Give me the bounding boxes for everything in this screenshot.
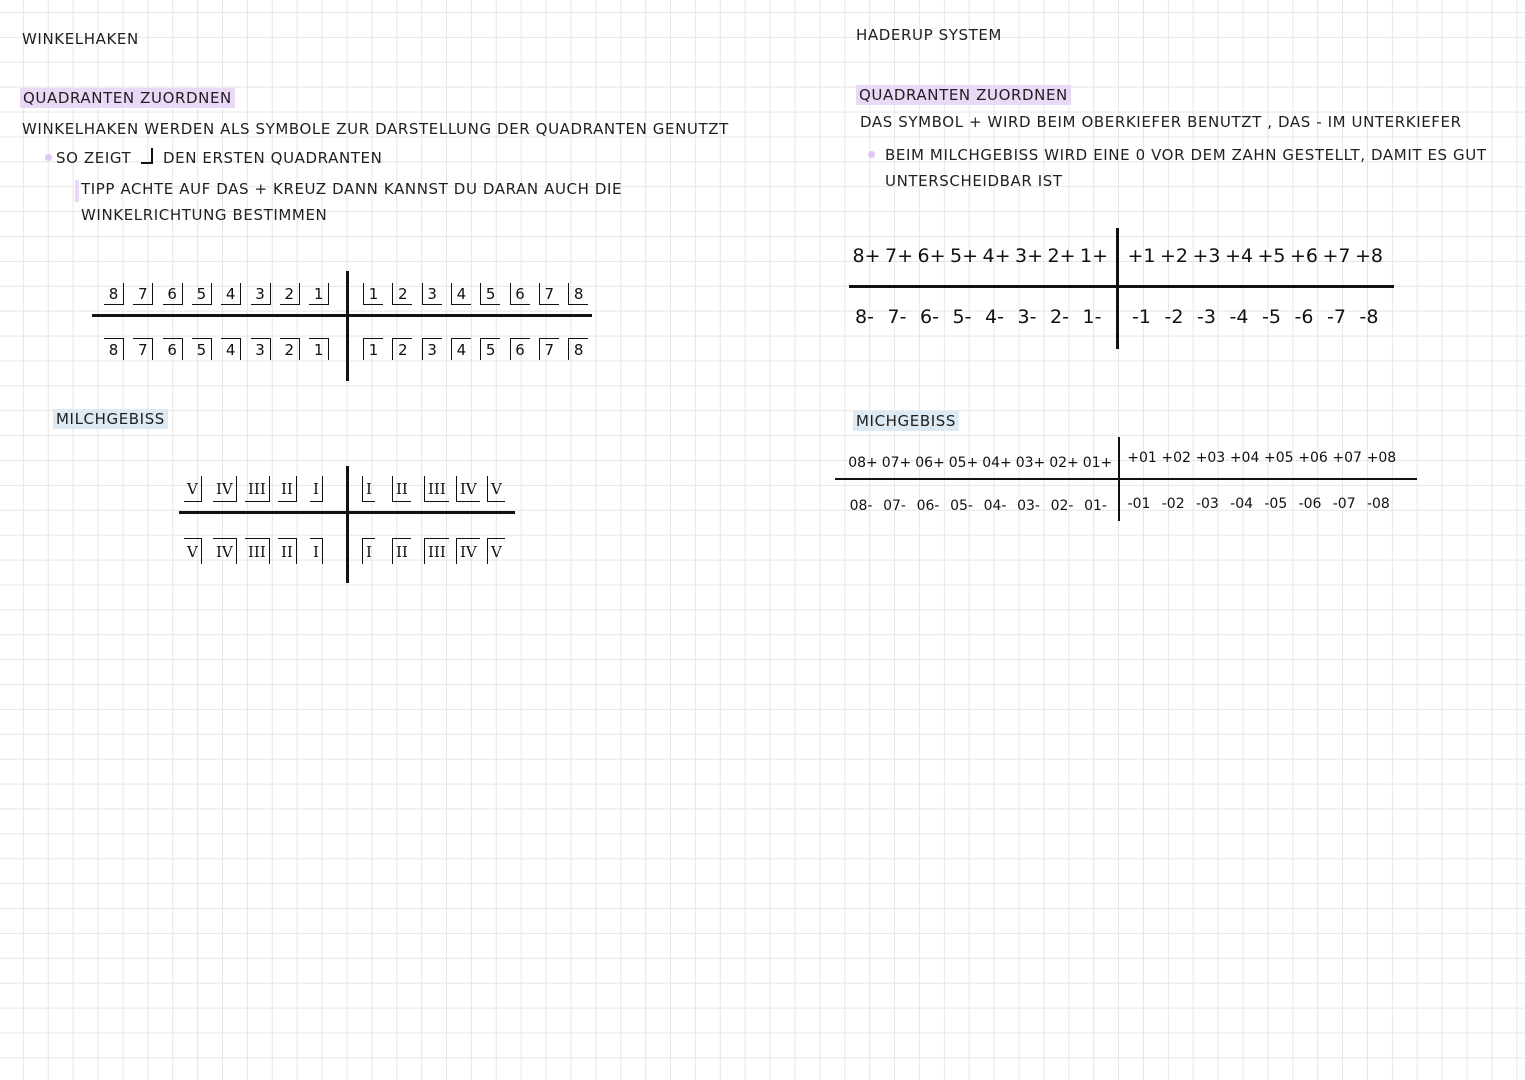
haderup-ll-3: -4 <box>1229 306 1249 328</box>
milk-tooth-q7-III: III <box>424 538 449 564</box>
tooth-q3-6: 6 <box>510 338 530 360</box>
milk-tooth-q7-IV: IV <box>456 538 480 564</box>
tooth-q3-3: 3 <box>422 338 442 360</box>
haderup-ul-6: +7 <box>1322 245 1351 267</box>
haderup-ur-4: 4+ <box>982 245 1011 267</box>
tip-marker <box>75 180 79 202</box>
haderup-milk-ur-1: 07+ <box>881 455 912 471</box>
bullet-prefix: SO ZEIGT <box>56 149 132 167</box>
cross-vertical-line <box>346 271 349 381</box>
haderup-milk-ll-6: -07 <box>1332 496 1356 512</box>
haderup-milk-ul-1: +02 <box>1161 450 1191 466</box>
tooth-q1-8: 8 <box>104 283 124 305</box>
haderup-vertical-line <box>1116 228 1119 349</box>
milk-tooth-q7-II: II <box>392 538 411 564</box>
tooth-q2-5: 5 <box>480 283 500 305</box>
haderup-horizontal-line <box>849 285 1394 288</box>
tooth-q1-1: 1 <box>309 283 329 305</box>
section-heading-haderup <box>856 88 1071 103</box>
haderup-milk-ul-2: +03 <box>1195 450 1226 466</box>
haderup-ur-1: 7+ <box>884 245 913 267</box>
haderup-milk-horizontal-line <box>835 478 1417 480</box>
milk-tooth-q7-I: I <box>362 538 375 564</box>
haderup-ul-3: +4 <box>1224 245 1253 267</box>
haderup-milk-ur-7: 01+ <box>1082 455 1113 471</box>
haderup-milk-lr-5: 03- <box>1017 498 1040 514</box>
haderup-ll-4: -5 <box>1262 306 1281 328</box>
milk-tooth-q6-III: III <box>424 476 449 502</box>
tooth-q2-1: 1 <box>363 283 383 305</box>
haderup-ul-7: +8 <box>1354 245 1383 267</box>
haderup-milk-ll-4: -05 <box>1264 496 1288 512</box>
haderup-milk-ll-5: -06 <box>1298 496 1322 512</box>
haderup-lr-6: 2- <box>1050 306 1069 328</box>
tooth-q3-4: 4 <box>451 338 471 360</box>
haderup-milk-lr-4: 04- <box>983 498 1007 514</box>
haderup-ll-5: -6 <box>1294 306 1314 328</box>
haderup-lr-2: 6- <box>920 306 939 328</box>
tooth-q1-7: 7 <box>133 283 153 305</box>
haderup-milk-ur-3: 05+ <box>948 455 979 471</box>
haderup-ul-5: +6 <box>1289 245 1318 267</box>
haderup-lr-7: 1- <box>1082 306 1102 328</box>
milk-tooth-q5-V: V <box>184 476 202 502</box>
haderup-milk-ll-2: -03 <box>1195 496 1219 512</box>
haderup-milk-ur-4: 04+ <box>982 455 1012 471</box>
bullet-suffix: DEN ERSTEN QUADRANTEN <box>163 149 383 167</box>
tooth-q4-7: 7 <box>133 338 153 360</box>
milk-tooth-q7-V: V <box>487 538 505 564</box>
haderup-ll-0: -1 <box>1132 306 1151 328</box>
angle-symbol-icon <box>141 148 153 164</box>
tooth-q1-6: 6 <box>163 283 183 305</box>
milk-heading-left-text: MILCHGEBISS <box>53 409 168 429</box>
bullet-right-line-2: UNTERSCHEIDBAR IST <box>885 172 1063 190</box>
haderup-milk-ul-6: +07 <box>1332 450 1362 466</box>
tooth-q3-5: 5 <box>480 338 500 360</box>
haderup-milk-ul-5: +06 <box>1298 450 1328 466</box>
symbol-explanation: DAS SYMBOL + WIRD BEIM OBERKIEFER BENUTZT , DAS - IM UNTERKIEFER <box>860 113 1462 131</box>
haderup-ur-3: 5+ <box>949 245 978 267</box>
haderup-ll-6: -7 <box>1327 306 1346 328</box>
haderup-milk-vertical-line <box>1118 437 1120 521</box>
tooth-q4-8: 8 <box>104 338 124 360</box>
tooth-q4-5: 5 <box>192 338 212 360</box>
haderup-milk-lr-1: 07- <box>883 498 906 514</box>
tooth-q2-4: 4 <box>451 283 471 305</box>
tooth-q4-2: 2 <box>280 338 300 360</box>
haderup-ul-2: +3 <box>1192 245 1221 267</box>
tooth-q2-8: 8 <box>568 283 588 305</box>
section-heading-text: QUADRANTEN ZUORDNEN <box>20 88 235 108</box>
tooth-q4-3: 3 <box>251 338 271 360</box>
tooth-q3-7: 7 <box>539 338 559 360</box>
tooth-q2-2: 2 <box>392 283 412 305</box>
haderup-milk-ul-3: +04 <box>1229 450 1260 466</box>
haderup-lr-0: 8- <box>855 306 874 328</box>
haderup-milk-ul-4: +05 <box>1264 450 1294 466</box>
bullet-right-line-1: BEIM MILCHGEBISS WIRD EINE 0 VOR DEM ZAHN GESTELLT, DAMIT ES GUT <box>885 146 1487 164</box>
haderup-milk-ul-7: +08 <box>1366 450 1397 466</box>
milk-heading-right-text: MICHGEBISS <box>853 411 959 431</box>
haderup-milk-ur-0: 08+ <box>848 455 878 471</box>
tooth-q4-6: 6 <box>163 338 183 360</box>
haderup-milk-ll-3: -04 <box>1230 496 1254 512</box>
haderup-milk-ur-5: 03+ <box>1015 455 1046 471</box>
tip-line-1: TIPP ACHTE AUF DAS + KREUZ DANN KANNST DU DARAN AUCH DIE <box>81 180 623 198</box>
section-heading-haderup-text: QUADRANTEN ZUORDNEN <box>856 85 1071 105</box>
haderup-ur-7: 1+ <box>1079 245 1108 267</box>
milk-heading-right <box>853 414 959 429</box>
page-title-winkelhaken: WINKELHAKEN <box>22 30 139 48</box>
haderup-milk-lr-6: 02- <box>1050 498 1074 514</box>
haderup-milk-ur-2: 06+ <box>915 455 945 471</box>
milk-tooth-q8-II: II <box>278 538 297 564</box>
tooth-q2-7: 7 <box>539 283 559 305</box>
milk-tooth-q6-IV: IV <box>456 476 480 502</box>
haderup-ur-0: 8+ <box>852 245 881 267</box>
milk-tooth-q6-V: V <box>487 476 505 502</box>
milk-tooth-q8-I: I <box>310 538 323 564</box>
haderup-milk-ur-6: 02+ <box>1049 455 1079 471</box>
haderup-milk-ll-1: -02 <box>1161 496 1185 512</box>
haderup-milk-ll-7: -08 <box>1366 496 1390 512</box>
haderup-ur-6: 2+ <box>1047 245 1076 267</box>
milk-tooth-q8-IV: IV <box>213 538 237 564</box>
haderup-milk-ul-0: +01 <box>1127 450 1157 466</box>
haderup-ll-7: -8 <box>1359 306 1379 328</box>
bullet-dot-right <box>868 151 875 158</box>
haderup-ul-0: +1 <box>1127 245 1156 267</box>
milk-tooth-q6-I: I <box>362 476 375 502</box>
haderup-lr-4: 4- <box>985 306 1004 328</box>
haderup-ll-2: -3 <box>1197 306 1216 328</box>
haderup-ul-1: +2 <box>1159 245 1188 267</box>
haderup-lr-1: 7- <box>887 306 907 328</box>
tooth-q3-2: 2 <box>392 338 412 360</box>
tooth-q1-4: 4 <box>221 283 241 305</box>
haderup-ul-4: +5 <box>1257 245 1286 267</box>
milk-tooth-q6-II: II <box>392 476 411 502</box>
cross-horizontal-line <box>92 314 592 317</box>
milk-heading-left <box>53 412 168 427</box>
tooth-q4-1: 1 <box>309 338 329 360</box>
page-title-haderup: HADERUP SYSTEM <box>856 26 1002 44</box>
tip-line-2: WINKELRICHTUNG BESTIMMEN <box>81 206 328 224</box>
tooth-q3-1: 1 <box>363 338 383 360</box>
haderup-ur-5: 3+ <box>1014 245 1043 267</box>
tooth-q2-3: 3 <box>422 283 442 305</box>
tooth-q4-4: 4 <box>221 338 241 360</box>
milk-tooth-q5-II: II <box>278 476 297 502</box>
milk-cross-vertical-line <box>346 466 349 583</box>
haderup-milk-lr-3: 05- <box>950 498 973 514</box>
tooth-q1-2: 2 <box>280 283 300 305</box>
milk-tooth-q5-I: I <box>310 476 323 502</box>
haderup-ur-2: 6+ <box>917 245 946 267</box>
milk-tooth-q8-III: III <box>245 538 270 564</box>
intro-text: WINKELHAKEN WERDEN ALS SYMBOLE ZUR DARSTELLUNG DER QUADRANTEN GENUTZT <box>22 120 729 138</box>
tooth-q1-3: 3 <box>251 283 271 305</box>
haderup-milk-lr-0: 08- <box>849 498 873 514</box>
haderup-lr-5: 3- <box>1017 306 1037 328</box>
haderup-milk-lr-2: 06- <box>916 498 940 514</box>
milk-tooth-q8-V: V <box>184 538 202 564</box>
bullet-dot <box>45 154 52 161</box>
tooth-q2-6: 6 <box>510 283 530 305</box>
haderup-ll-1: -2 <box>1164 306 1184 328</box>
milk-tooth-q5-III: III <box>245 476 270 502</box>
tooth-q1-5: 5 <box>192 283 212 305</box>
milk-tooth-q5-IV: IV <box>213 476 237 502</box>
haderup-milk-lr-7: 01- <box>1084 498 1107 514</box>
haderup-lr-3: 5- <box>952 306 972 328</box>
haderup-milk-ll-0: -01 <box>1127 496 1151 512</box>
section-heading-quadranten <box>20 91 235 106</box>
tooth-q3-8: 8 <box>568 338 588 360</box>
